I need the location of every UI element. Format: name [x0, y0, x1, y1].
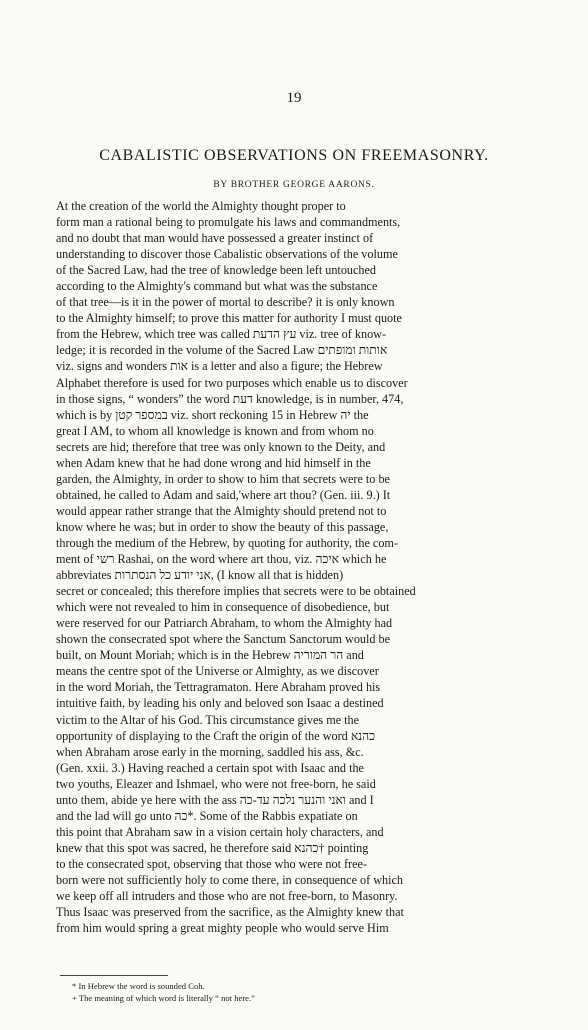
text-line: born were not sufficiently holy to come there, in consequence of which [56, 872, 404, 887]
text-line: of the Sacred Law, had the tree of knowledge been left untouched [56, 263, 377, 278]
text-line: according to the Almighty's command but what was the substance [56, 279, 378, 294]
text-line: when Adam knew that he had done wrong and hid himself in the [56, 455, 371, 470]
text-line: know where he was; but in order to show the beauty of this passage, [56, 519, 389, 534]
byline: BY BROTHER GEORGE AARONS. [213, 180, 375, 190]
text-line: opportunity of displaying to the Craft the origin of the word כהנא [56, 728, 376, 743]
text-line: to the consecrated spot, observing that those who were not free- [56, 856, 368, 871]
text-line: obtained, he called to Adam and said,'where art thou? (Gen. iii. 9.) It [56, 487, 391, 502]
text-line: unto them, abide ye here with the ass ואני והנער נלכה עד-כה and I [56, 792, 374, 807]
footnote: + The meaning of which word is literally “ not here.” [72, 993, 255, 1003]
article-title: CABALISTIC OBSERVATIONS ON FREEMASONRY. [99, 147, 489, 164]
text-line: through the medium of the Hebrew, by quoting for authority, the com- [56, 535, 398, 550]
text-line: shown the consecrated spot where the Sanctum Sanctorum would be [56, 632, 391, 647]
text-line: this point that Abraham saw in a vision certain holy characters, and [56, 824, 384, 839]
text-line: abbreviates אני יודע כל הנסתרות, (I know all that is hidden) [56, 568, 344, 583]
text-line: secret or concealed; this therefore implies that secrets were to be obtained [56, 584, 416, 599]
text-line: viz. signs and wonders אות is a letter and also a figure; the Hebrew [56, 359, 383, 374]
text-line: ment of רשי Rashai, on the word where art thou, viz. איכה which he [56, 552, 387, 567]
footnote: * In Hebrew the word is sounded Coh. [72, 981, 205, 991]
text-line: built, on Mount Moriah; which is in the Hebrew הר המוריה and [56, 648, 364, 663]
text-line: which were not revealed to him in consequence of disobedience, but [56, 600, 390, 615]
text-line: ledge; it is recorded in the volume of the Sacred Law אותות ומופתים [56, 343, 388, 358]
text-line: we keep off all intruders and those who are not free-born, to Masonry. [56, 889, 398, 904]
text-line: (Gen. xxii. 3.) Having reached a certain spot with Isaac and the [56, 760, 364, 775]
text-line: Alphabet therefore is used for two purposes which enable us to discover [56, 375, 408, 390]
text-line: means the centre spot of the Universe or Almighty, as we discover [56, 664, 379, 679]
text-line: of that tree—is it in the power of mortal to describe? it is only known [56, 295, 395, 310]
article-body [56, 198, 516, 936]
text-line: victim to the Altar of his God. This circumstance gives me the [56, 712, 360, 727]
text-line: from the Hebrew, which tree was called עץ הדעת viz. tree of know- [56, 327, 387, 342]
text-line: in the word Moriah, the Tettragramaton. Here Abraham proved his [56, 680, 381, 695]
text-line: intuitive faith, by leading his only and beloved son Isaac a destined [56, 696, 384, 711]
text-line: knew that this spot was sacred, he therefore said כהנא† pointing [56, 840, 369, 855]
text-line: form man a rational being to promulgate his laws and commandments, [56, 215, 401, 230]
text-line: when Abraham arose early in the morning, saddled his ass, &c. [56, 744, 364, 759]
text-line: in those signs, “ wonders” the word דעת knowledge, is in number, 474, [56, 391, 404, 406]
text-line: and the lad will go unto כה*. Some of the Rabbis expatiate on [56, 808, 358, 823]
text-line: great I AM, to whom all knowledge is known and from whom no [56, 423, 374, 438]
text-line: were reserved for our Patriarch Abraham, to whom the Almighty had [56, 616, 393, 631]
page-number: 19 [286, 90, 302, 106]
text-line: to the Almighty himself; to prove this matter for authority I must quote [56, 311, 402, 326]
text-line: from him would spring a great mighty people who would serve Him [56, 921, 389, 936]
text-line: would appear rather strange that the Almighty should pretend not to [56, 503, 387, 518]
text-line: secrets are hid; therefore that tree was only known to the Deity, and [56, 439, 386, 454]
text-line: garden, the Almighty, in order to show to him that secrets were to be [56, 471, 390, 486]
text-line: At the creation of the world the Almighty thought proper to [56, 199, 346, 213]
text-line: and no doubt that man would have possessed a greater instinct of [56, 231, 374, 246]
footnote-rule [60, 975, 168, 976]
text-line: which is by במספר קטן viz. short reckoning 15 in Hebrew יה the [56, 407, 369, 422]
text-line: understanding to discover those Cabalistic observations of the volume [56, 247, 398, 262]
text-line: Thus Isaac was preserved from the sacrifice, as the Almighty knew that [56, 905, 404, 920]
text-line: two youths, Eleazer and Ishmael, who were not free-born, he said [56, 776, 376, 791]
